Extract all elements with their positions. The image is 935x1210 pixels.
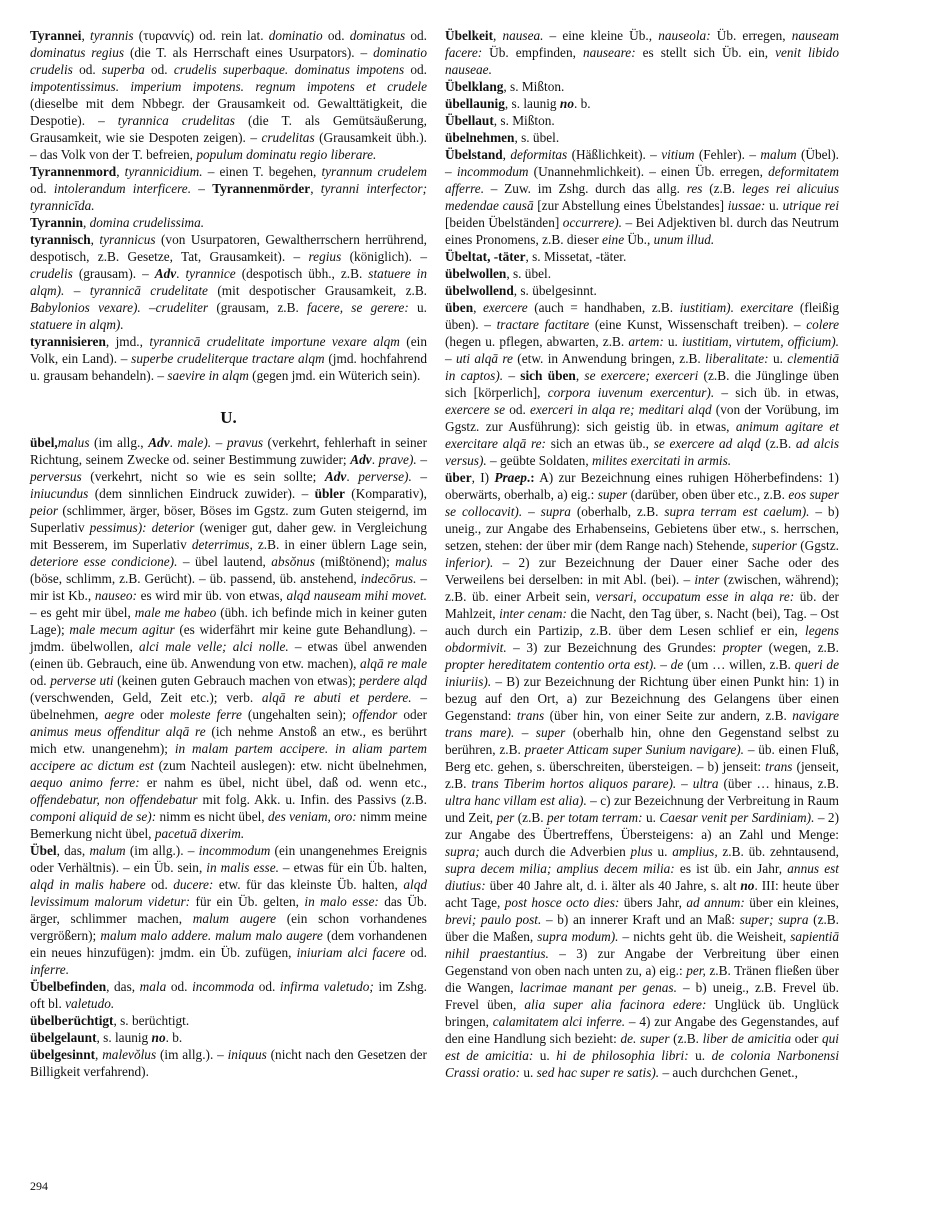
page-number: 294	[30, 1179, 48, 1193]
dictionary-entry: übelgelaunt, s. launig no. b.	[30, 1030, 183, 1045]
dictionary-entry: Übelbefinden, das, mala od. incommoda od. infirma valetudo; im Zshg. oft bl. valetudo.	[30, 979, 427, 1011]
dictionary-entry: übelgesinnt, malevŏlus (im allg.). – iniquus (nicht nach den Gesetzen der Billigkeit verfahrend).	[30, 1047, 427, 1079]
dictionary-entry: übelnehmen, s. übel.	[445, 130, 560, 145]
dictionary-entry: übelberüchtigt, s. berüchtigt.	[30, 1013, 190, 1028]
entries-u	[30, 434, 427, 1080]
entries-t	[30, 27, 427, 384]
dictionary-entry: Übelklang, s. Mißton.	[445, 79, 565, 94]
dictionary-entry: übelwollend, s. übelgesinnt.	[445, 283, 597, 298]
dictionary-entry: Übel, das, malum (im allg.). – incommodum (ein unangenehmes Ereignis oder Verhältnis). – ein Üb. sein, in malis esse. – etwas für ein Üb. halten, alqd in malis habere od. ducere: etw. für das kleinste Üb. halten, alqd levissimum malorum videtur: für ein Üb. gelten, in malo esse: das Üb. ärger, schlimmer machen, malum augere (ein schon vorhandenes vergrößern); malum malo addere. malum malo augere (dem vorhandenen ein neues hinzufügen): jmdm. ein Üb. zufügen, iniuriam alci facere od. inferre.	[30, 843, 427, 977]
entries-right	[445, 27, 839, 1081]
dictionary-entry: Tyrannin, domina crudelissima.	[30, 215, 205, 230]
dictionary-entry: üben, exercere (auch = handhaben, z.B. iustitiam). exercitare (fleißig üben). – tractare factitare (eine Kunst, Wissenschaft treiben). – colere (hegen u. pflegen, abwarten, z.B. artem: u. iustitiam, virtutem, officium). – uti alqā re (etw. in Anwendung bringen, z.B. liberalitate: u. clementiā in captos). – sich üben, se exercere; exerceri (z.B. die Jünglinge üben sich [körperlich], corpora iuvenum exercentur). – sich üb. in etwas, exercere se od. exerceri in alqa re; meditari alqd (von der Vorübung, im Ggstz. zur Ausführung): sich geistig üb. in etwas, animum agitare et exercitare alqā re: sich an etwas üb., se exercere ad alqd (z.B. ad alcis versus). – geübte Soldaten, milites exercitati in armis.	[445, 300, 840, 468]
dictionary-entry: übellaunig, s. launig no. b.	[445, 96, 591, 111]
dictionary-entry: übel,malus (im allg., Adv. male). – pravus (verkehrt, fehlerhaft in seiner Richtung, seinem Zwecke od. seiner Bestimmung zuwider; Adv. prave). – perversus (verkehrt, nicht so wie es sein sollte; Adv. perverse). – iniucundus (dem sinnlichen Eindruck zuwider). – übler (Komparativ), peior (schlimmer, ärger, böser, Böses im Ggstz. zum Guten steigernd, im Superlativ pessimus): deterior (weniger gut, daher gew. in Vergleichung mit Besserem, im Superlativ deterrimus, z.B. in einer üblern Lage sein, deteriore esse condicione). – übel lautend, absŏnus (mißtönend); malus (böse, schlimm, z.B. Gerücht). – üb. passend, üb. anstehend, indecōrus. – mir ist Kb., nauseo: es wird mir üb. von etwas, alqd nauseam mihi movet. – es geht mir übel, male me habeo (übh. ich befinde mich in keiner guten Lage); male mecum agitur (es widerfährt mir keine gute Behandlung). – jmdm. übelwollen, alci male velle; alci nolle. – etwas übel anwenden (einen üb. Gebrauch, eine üb. Anwendung von etw. machen), alqā re male od. perverse uti (keinen guten Gebrauch machen von etwas); perdere alqd (verschwenden, Geld, Zeit etc.); verb. alqā re abuti et perdere. – übelnehmen, aegre oder moleste ferre (ungehalten sein); offendor oder animus meus offenditur alqā re (ich nehme Anstoß an etw., es berührt mich etw. unangenehm); in malam partem accipere. in aliam partem accipere ac dictum est (zum Nachteil auslegen): etw. nicht übelnehmen, aequo animo ferre: er nahm es übel, nicht übel, daß od. wenn etc., offendebatur, non offendebatur mit folg. Akk. u. Infin. des Passivs (z.B. componi aliquid de se): nimm es nicht übel, des veniam, oro: nimm meine Bemerkung nicht übel, pacetuā dixerim.	[30, 435, 428, 841]
dictionary-entry: Tyrannei, tyrannis (τυραννίς) od. rein lat. dominatio od. dominatus od. dominatus regius (die T. als Herrschaft eines Usurpators). – dominatio crudelis od. superba od. crudelis superbaque. dominatus impotens od. impotentissimus. imperium impotens. regnum impotens et crudele (dieselbe mit dem Nbbegr. der Grausamkeit od. Gewalttätigkeit, die Despotie). – tyrannica crudelitas (die T. als Gemütsäußerung, Grausamkeit, wie sie Despoten zeigen). – crudelitas (Grausamkeit übh.). – das Volk von der T. befreien, populum dominatu regio liberare.	[30, 28, 428, 162]
dictionary-entry: Übelkeit, nausea. – eine kleine Üb., nauseola: Üb. erregen, nauseam facere: Üb. empfinden, nauseare: es stellt sich Üb. ein, venit libido nauseae.	[445, 28, 840, 77]
dictionary-entry: tyrannisieren, jmd., tyrannicā crudelitate importune vexare alqm (ein Volk, ein Land). – superbe crudeliterque tractare alqm (jmd. hochfahrend u. grausam behandeln). – saevire in alqm (gegen jmd. ein Wüterich sein).	[30, 334, 427, 383]
dictionary-entry: Tyrannenmord, tyrannicidium. – einen T. begehen, tyrannum crudelem od. intolerandum interficere. – Tyrannenmörder, tyranni interfector; tyrannicīda.	[30, 164, 428, 213]
dictionary-entry: übelwollen, s. übel.	[445, 266, 552, 281]
dictionary-entry: über, I) Praep.: A) zur Bezeichnung eines ruhigen Höherbefindens: 1) oberwärts, oberhalb, a) eig.: super (darüber, oben über etc., z.B. eos super se collocavit). – supra (oberhalb, z.B. supra terram est caelum). – b) uneig., zur Angabe des Erhabenseins, Gebietens über etw., s. herrschen, setzen, stehen: der über mir (dem Range nach) Stehende, superior (Ggstz. inferior). – 2) zur Bezeichnung der Dauer einer Sache oder des Verweilens bei derselben: in mit Abl. (bei). – inter (zwischen, während); z.B. üb. einer Arbeit sein, versari, occupatum esse in alqa re: üb. der Mahlzeit, inter cenam: die Nacht, den Tag über, s. Nacht (bei), Tag. – Ost auch durch ein Partizip, z.B. über dem Lesen schlief er ein, legens obdormivit. – 3) zur Bezeichnung des Grundes: propter (wegen, z.B. propter hereditatem contentio orta est). – de (um … willen, z.B. queri de iniuriis). – B) zur Bezeichnung der Richtung über einen Punkt hin: 1) in bezug auf den Ort, a) zur Bezeichnung des Gelangens über einen Gegenstand: trans (über hin, von einer Seite zur andern, z.B. navigare trans mare). – super (oberhalb hin, ohne den Gegenstand selbst zu berühren, z.B. praeter Atticam super Sunium navigare). – üb. einen Fluß, Berg etc. gehen, s. überschreiten, übersteigen. – b) jenseit: trans (jenseit, z.B. trans Tiberim hortos aliquos parare). – ultra (über … hinaus, z.B. ultra hanc villam est alia). – c) zur Bezeichnung der Verbreitung in Raum und Zeit, per (z.B. per totam terram: u. Caesar venit per Sardiniam). – 2) zur Angabe des Übertreffens, Übersteigens: a) an Zahl und Menge: supra; auch durch die Adverbien plus u. amplius, z.B. üb. zehntausend, supra decem milia; amplius decem milia: es ist üb. ein Jahr, annus est diutius: über 40 Jahre alt, d. i. älter als 40 Jahre, s. alt no. III: heute über acht Tage, post hosce octo dies: übers Jahr, ad annum: über ein kleines, brevi; paulo post. – b) an innerer Kraft und an Maß: super; supra (z.B. über die Maßen, supra modum). – nichts geht üb. die Weisheit, sapientiā nihil praestantius. – 3) zur Angabe der Verbreitung über einen Gegenstand von oben nach unten zu, a) eig.: per, z.B. Tränen fließen über die Wangen, lacrimae manant per genas. – b) uneig., z.B. Frevel üb. Frevel üben, alia super alia facinora edere: Unglück üb. Unglück bringen, calamitatem alci inferre. – 4) zur Angabe des Gegenstandes, auf den eine Handlung sich bezieht: de. super (z.B. liber de amicitia oder qui est de amicitia: u. hi de philosophia libri: u. de colonia Narbonensi Crassi oratio: u. sed hac super re satis). – auch durchchen Genet.,	[445, 470, 840, 1080]
left-column	[30, 27, 427, 1080]
right-column	[445, 27, 839, 1081]
section-letter: U.	[220, 408, 237, 427]
dictionary-entry: Übelstand, deformitas (Häßlichkeit). – vitium (Fehler). – malum (Übel). – incommodum (Unannehmlichkeit). – einen Üb. erregen, deformitatem afferre. – Zuw. im Zshg. durch das allg. res (z.B. leges rei alicuius medendae causā [zur Abstellung eines Übelstandes] iussae: u. utrique rei [beiden Übelständen] occurrere). – Bei Adjektiven bl. durch das Neutrum eines Pronomens, z.B. dieser eine Üb., unum illud.	[445, 147, 840, 247]
dictionary-entry: tyrannisch, tyrannicus (von Usurpatoren, Gewaltherrschern herrührend, despotisch, z.B. Gesetze, Tat, Grausamkeit). – regius (königlich). – crudelis (grausam). – Adv. tyrannice (despotisch übh., z.B. statuere in alqm). – tyrannicā crudelitate (mit despotischer Grausamkeit, z.B. Babylonios vexare). –crudeliter (grausam, z.B. facere, se gerere: u. statuere in alqm).	[30, 232, 428, 332]
dictionary-entry: Übellaut, s. Mißton.	[445, 113, 555, 128]
dictionary-entry: Übeltat, -täter, s. Missetat, -täter.	[445, 249, 627, 264]
